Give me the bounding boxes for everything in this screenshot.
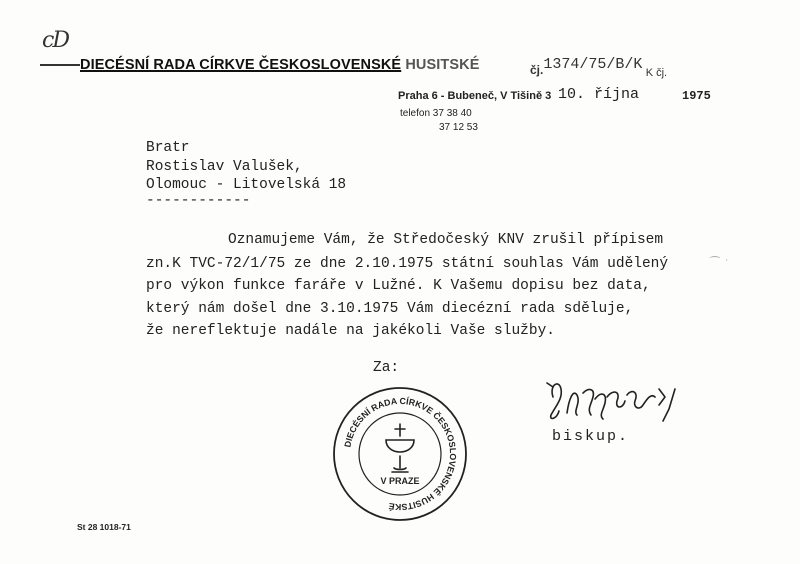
letterhead-org-name: DIECÉSNÍ RADA CÍRKVE ČESKOSLOVENSKÉ [80, 57, 402, 73]
closing-za: Za: [373, 360, 400, 376]
letter-date: 10. října [558, 86, 640, 103]
recipient-name-text: Rostislav Valušek, [146, 159, 303, 175]
recipient-underline: ------------ [146, 193, 251, 209]
recipient-name [146, 159, 303, 175]
body-line-2: zn.K TVC-72/1/75 ze dne 2.10.1975 státní souhlas Vám udělený [146, 256, 669, 272]
handwritten-signature [543, 375, 683, 435]
recipient-city: Olomouc - Litovelská 18 [146, 177, 347, 193]
signatory-title: biskup. [552, 428, 630, 445]
margin-dash [40, 64, 80, 66]
sender-phone-2: 37 12 53 [439, 122, 478, 133]
sender-address: Praha 6 - Bubeneč, V Tišině 3 [398, 90, 552, 102]
body-line-1: Oznamujeme Vám, že Středočeský KNV zrušil přípisem [228, 232, 664, 248]
reference-label: čj. [530, 63, 544, 77]
official-seal [330, 384, 470, 524]
recipient-salutation: Bratr [146, 140, 190, 156]
print-code: St 28 1018-71 [77, 522, 131, 532]
stray-mark: ⁀ ˙ [710, 256, 730, 270]
sender-phone: telefon 37 38 40 [400, 108, 472, 119]
handwritten-mark: cD [42, 28, 68, 53]
seal-ring-text: DIECÉSNÍ RADA CÍRKVE ČESKOSLOVENSKÉ HUSITSKÉ [342, 395, 459, 513]
reference-number [530, 56, 668, 79]
body-line-5: že nereflektuje nadále na jakékoli Vaše služby. [146, 323, 555, 339]
letterhead-org-tail: HUSITSKÉ [405, 57, 480, 73]
chalice-icon [386, 424, 414, 472]
seal-bottom-text: V PRAZE [380, 476, 420, 486]
body-line-4: který nám došel dne 3.10.1975 Vám diecézní rada sděluje, [146, 301, 634, 317]
body-line-3: pro výkon funkce faráře v Lužné. K Vašemu dopisu bez data, [146, 278, 651, 294]
reference-value: 1374/75/B/K [543, 56, 643, 73]
reference-label-k: K čj. [645, 67, 668, 79]
letter-year: 1975 [682, 89, 711, 103]
letterhead [80, 57, 479, 73]
